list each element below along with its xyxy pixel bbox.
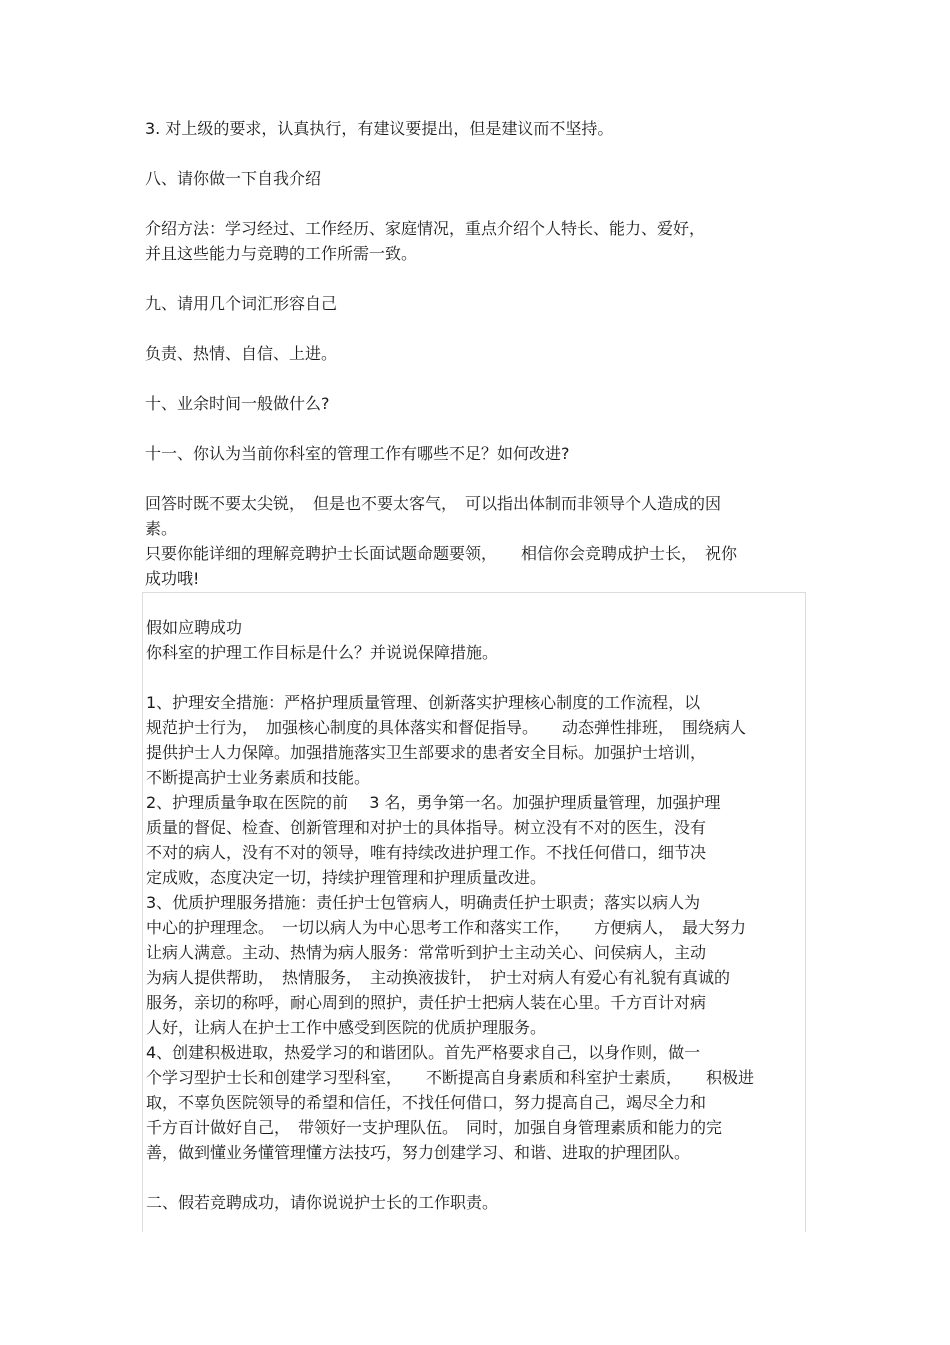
text-line: 质量的督促、检查、创新管理和对护士的具体指导。树立没有不对的医生，没有 <box>146 818 707 837</box>
text-line: 取，不辜负医院领导的希望和信任，不找任何借口，努力提高自己，竭尽全力和 <box>146 1093 707 1112</box>
text-line: 让病人满意。主动、热情为病人服务：常常听到护士主动关心、问侯病人，主动 <box>146 943 707 962</box>
text-line: 3. 对上级的要求，认真执行，有建议要提出，但是建议而不坚持。 <box>145 119 614 138</box>
text-line: 提供护士人力保障。加强措施落实卫生部要求的患者安全目标。加强护士培训， <box>146 743 707 762</box>
section-heading: 十、业余时间一般做什么? <box>145 394 330 413</box>
text-line: 规范护士行为， 加强核心制度的具体落实和督促指导。 动态弹性排班， 围绕病人 <box>146 718 747 737</box>
text-line: 善，做到懂业务懂管理懂方法技巧，努力创建学习、和谐、进取的护理团队。 <box>146 1143 691 1162</box>
text-line: 只要你能详细的理解竞聘护士长面试题命题要领， 相信你会竞聘成护士长， 祝你 <box>145 544 738 563</box>
text-line: 并且这些能力与竞聘的工作所需一致。 <box>145 244 418 263</box>
text-line: 服务，亲切的称呼，耐心周到的照护，责任护士把病人装在心里。千方百计对病 <box>146 993 707 1012</box>
section-heading: 二、假若竞聘成功，请你说说护士长的工作职责。 <box>146 1193 499 1212</box>
text-line: 1、护理安全措施：严格护理质量管理、创新落实护理核心制度的工作流程，以 <box>146 693 701 712</box>
text-line: 介绍方法：学习经过、工作经历、家庭情况，重点介绍个人特长、能力、爱好， <box>145 219 706 238</box>
text-line: 3、优质护理服务措施：责任护士包管病人，明确责任护士职责；落实以病人为 <box>146 893 701 912</box>
text-line: 中心的护理理念。 一切以病人为中心思考工作和落实工作， 方便病人， 最大努力 <box>146 918 747 937</box>
box-question: 你科室的护理工作目标是什么？并说说保障措施。 <box>146 643 499 662</box>
text-line: 个学习型护士长和创建学习型科室， 不断提高自身素质和科室护士素质， 积极进 <box>146 1068 755 1087</box>
text-line: 4、创建积极进取，热爱学习的和谐团队。首先严格要求自己，以身作则，做一 <box>146 1043 701 1062</box>
section-heading: 八、请你做一下自我介绍 <box>145 169 322 188</box>
text-line: 不断提高护士业务素质和技能。 <box>146 768 371 787</box>
text-line: 回答时既不要太尖锐， 但是也不要太客气， 可以指出体制而非领导个人造成的因 <box>145 494 722 513</box>
text-line: 成功哦! <box>145 569 200 588</box>
section-heading: 九、请用几个词汇形容自己 <box>145 294 338 313</box>
text-line: 千方百计做好自己， 带领好一支护理队伍。 同时，加强自身管理素质和能力的完 <box>146 1118 723 1137</box>
text-line: 为病人提供帮助， 热情服务， 主动换液拔针， 护士对病人有爱心有礼貌有真诚的 <box>146 968 731 987</box>
box-title: 假如应聘成功 <box>146 618 243 637</box>
text-line: 定成败，态度决定一切，持续护理管理和护理质量改进。 <box>146 868 547 887</box>
text-line: 2、护理质量争取在医院的前 3 名，勇争第一名。加强护理质量管理，加强护理 <box>146 793 721 812</box>
section-heading: 十一、你认为当前你科室的管理工作有哪些不足？如何改进? <box>145 444 570 463</box>
text-line: 素。 <box>145 519 178 538</box>
text-line: 负责、热情、自信、上进。 <box>145 344 338 363</box>
text-line: 人好，让病人在护士工作中感受到医院的优质护理服务。 <box>146 1018 547 1037</box>
text-line: 不对的病人，没有不对的领导，唯有持续改进护理工作。不找任何借口，细节决 <box>146 843 707 862</box>
answer-box <box>142 592 806 1232</box>
